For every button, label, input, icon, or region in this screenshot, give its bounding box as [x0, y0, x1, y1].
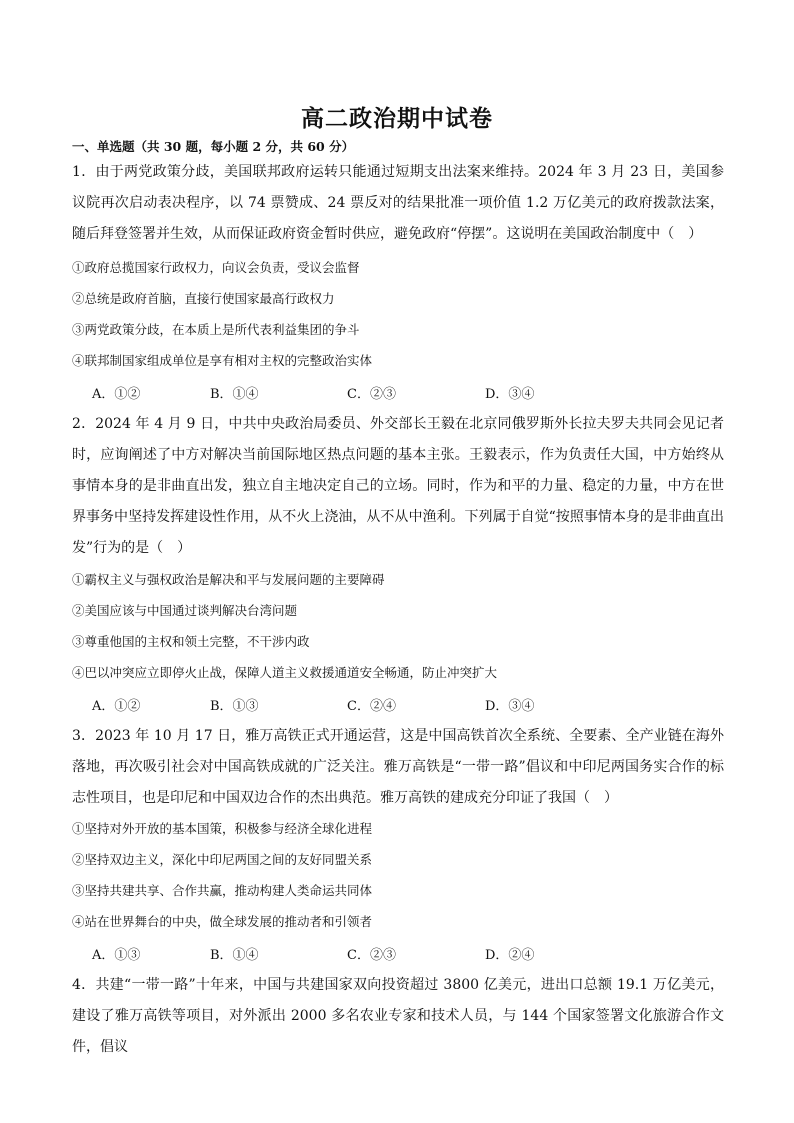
question-2-option-4: ④巴以冲突应立即停火止战，保障人道主义救援通道安全畅通，防止冲突扩大 [72, 665, 498, 680]
question-2-option-1: ①霸权主义与强权政治是解决和平与发展问题的主要障碍 [72, 572, 385, 587]
question-1-stem: 1．由于两党政策分歧，美国联邦政府运转只能通过短期支出法案来维持。2024 年 3 月 23 日，美国参议院再次启动表决程序，以 74 票赞成、24 票反对的结果批准一项价值 1.2 万亿美元的政府拨款法案，随后拜登签署并生效，从而保证政府资金暂时供应，避免政府“停摆”。这说明在美国政治制度中（ ） [72, 164, 724, 242]
question-3-option-4: ④站在世界舞台的中央，做全球发展的推动者和引领者 [72, 914, 373, 929]
answer-choice-a[interactable]: A．①③ [92, 948, 141, 963]
answer-choice-a[interactable]: A．①② [92, 699, 141, 714]
answer-choice-b[interactable]: B．①④ [210, 387, 259, 402]
question-1-answers [92, 383, 692, 403]
question-3-answers [92, 944, 692, 964]
answer-choice-c[interactable]: C．②③ [347, 387, 396, 402]
question-2-option-2: ②美国应该与中国通过谈判解决台湾问题 [72, 603, 298, 618]
question-1-option-3: ③两党政策分歧，在本质上是所代表利益集团的争斗 [72, 322, 360, 337]
question-3-option-1: ①坚持对外开放的基本国策，积极参与经济全球化进程 [72, 821, 373, 836]
answer-choice-b[interactable]: B．①④ [210, 948, 259, 963]
answer-choice-c[interactable]: C．②④ [347, 699, 396, 714]
answer-choice-d[interactable]: D．③④ [485, 699, 535, 714]
answer-choice-b[interactable]: B．①③ [210, 699, 259, 714]
answer-choice-d[interactable]: D．②④ [485, 948, 535, 963]
page-title: 高二政治期中试卷 [301, 105, 493, 132]
answer-choice-c[interactable]: C．②③ [347, 948, 396, 963]
question-3-stem: 3．2023 年 10 月 17 日，雅万高铁正式开通运营，这是中国高铁首次全系统、全要素、全产业链在海外落地，再次吸引社会对中国高铁成就的广泛关注。雅万高铁是“一带一路”倡议和中印尼两国务实合作的标志性项目，也是印尼和中国双边合作的杰出典范。雅万高铁的建成充分印证了我国（ ） [72, 728, 724, 806]
answer-choice-a[interactable]: A．①② [92, 387, 141, 402]
question-2-answers [92, 695, 692, 715]
question-3-option-2: ②坚持双边主义，深化中印尼两国之间的友好同盟关系 [72, 852, 373, 867]
question-4-stem: 4．共建“一带一路”十年来，中国与共建国家双向投资超过 3800 亿美元，进出口总额 19.1 万亿美元，建设了雅万高铁等项目，对外派出 2000 多名农业专家和技术人员，与 144 个国家签署文化旅游合作文件，倡议 [72, 977, 724, 1055]
question-2-stem: 2．2024 年 4 月 9 日，中共中央政治局委员、外交部长王毅在北京同俄罗斯外长拉夫罗夫共同会见记者时，应询阐述了中方对解决当前国际地区热点问题的基本主张。王毅表示，作为负责任大国，中方始终从事情本身的是非曲直出发，独立自主地决定自己的立场。同时，作为和平的力量、稳定的力量，中方在世界事务中坚持发挥建设性作用，从不火上浇油，从不从中渔利。下列属于自觉“按照事情本身的是非曲直出发”行为的是（ ） [72, 416, 724, 556]
question-1-option-2: ②总统是政府首脑，直接行使国家最高行政权力 [72, 291, 335, 306]
section-heading: 一、单选题（共 30 题，每小题 2 分，共 60 分） [72, 139, 355, 154]
question-1-option-1: ①政府总揽国家行政权力，向议会负责，受议会监督 [72, 260, 360, 275]
question-1-option-4: ④联邦制国家组成单位是享有相对主权的完整政治实体 [72, 353, 373, 368]
question-3-option-3: ③坚持共建共享、合作共赢，推动构建人类命运共同体 [72, 883, 373, 898]
question-2-option-3: ③尊重他国的主权和领土完整，不干涉内政 [72, 634, 310, 649]
answer-choice-d[interactable]: D．③④ [485, 387, 535, 402]
